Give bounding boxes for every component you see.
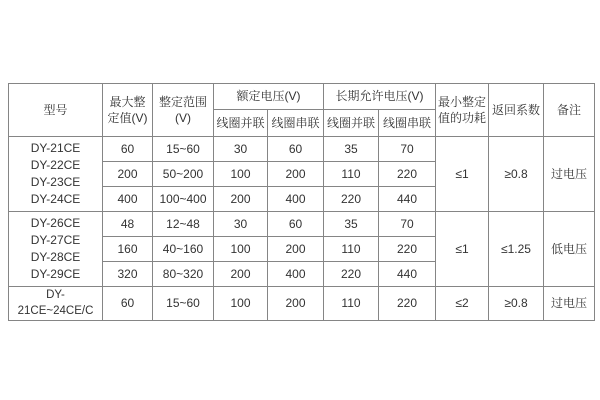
col-header-remark: 备注	[544, 84, 595, 137]
value-cell: 15~60	[153, 287, 214, 321]
value-cell: 35	[324, 137, 379, 162]
value-cell: 40~160	[153, 237, 214, 262]
value-cell: 30	[214, 212, 268, 237]
power-cell-group1: ≤1	[436, 137, 489, 212]
value-cell: 110	[324, 162, 379, 187]
value-cell: 110	[324, 287, 379, 321]
remark-cell-last: 过电压	[544, 287, 595, 321]
power-cell-last: ≤2	[436, 287, 489, 321]
model-name: DY-24CE	[30, 192, 81, 206]
col-header-max-setting: 最大整定值(V)	[103, 84, 153, 137]
value-cell: 60	[268, 137, 324, 162]
coeff-cell-group2: ≤1.25	[489, 212, 544, 287]
value-cell: 440	[379, 262, 436, 287]
model-cell-group2	[9, 212, 103, 287]
col-header-rated-voltage: 额定电压(V)	[214, 84, 324, 110]
coeff-cell-group1: ≥0.8	[489, 137, 544, 212]
value-cell: 200	[214, 262, 268, 287]
value-cell: 440	[379, 187, 436, 212]
value-cell: 30	[214, 137, 268, 162]
table-row	[9, 137, 595, 162]
model-name: DY-26CE	[30, 216, 81, 230]
value-cell: 200	[268, 162, 324, 187]
value-cell: 220	[379, 287, 436, 321]
power-cell-group2: ≤1	[436, 212, 489, 287]
col-header-long-term-voltage: 长期允许电压(V)	[324, 84, 436, 110]
col-header-return-coeff: 返回系数	[489, 84, 544, 137]
value-cell: 50~200	[153, 162, 214, 187]
subheader-coil-series-longterm: 线圈串联	[379, 110, 436, 137]
col-header-model: 型号	[9, 84, 103, 137]
value-cell: 400	[103, 187, 153, 212]
subheader-coil-parallel-rated: 线圈并联	[214, 110, 268, 137]
value-cell: 400	[268, 187, 324, 212]
model-cell-last: DY-21CE~24CE/C	[9, 287, 103, 321]
relay-spec-table	[8, 83, 595, 321]
value-cell: 60	[103, 137, 153, 162]
value-cell: 320	[103, 262, 153, 287]
model-name: DY-21CE	[30, 141, 81, 155]
value-cell: 200	[268, 287, 324, 321]
coeff-cell-last: ≥0.8	[489, 287, 544, 321]
value-cell: 35	[324, 212, 379, 237]
value-cell: 220	[379, 237, 436, 262]
value-cell: 100	[214, 237, 268, 262]
value-cell: 12~48	[153, 212, 214, 237]
value-cell: 80~320	[153, 262, 214, 287]
value-cell: 100~400	[153, 187, 214, 212]
value-cell: 60	[103, 287, 153, 321]
value-cell: 220	[379, 162, 436, 187]
value-cell: 48	[103, 212, 153, 237]
remark-cell-group2: 低电压	[544, 212, 595, 287]
value-cell: 220	[324, 262, 379, 287]
value-cell: 220	[324, 187, 379, 212]
value-cell: 15~60	[153, 137, 214, 162]
value-cell: 200	[268, 237, 324, 262]
value-cell: 400	[268, 262, 324, 287]
model-name: DY-28CE	[30, 250, 81, 264]
value-cell: 200	[103, 162, 153, 187]
model-name: DY-29CE	[30, 267, 81, 281]
remark-cell-group1: 过电压	[544, 137, 595, 212]
value-cell: 110	[324, 237, 379, 262]
model-name: DY-27CE	[30, 233, 81, 247]
subheader-coil-series-rated: 线圈串联	[268, 110, 324, 137]
col-header-min-power: 最小整定值的功耗	[436, 84, 489, 137]
table-row	[9, 287, 595, 321]
value-cell: 100	[214, 287, 268, 321]
model-name: DY-22CE	[30, 158, 81, 172]
value-cell: 70	[379, 212, 436, 237]
subheader-coil-parallel-longterm: 线圈并联	[324, 110, 379, 137]
table-row	[9, 212, 595, 237]
header-row-1	[9, 84, 595, 110]
value-cell: 160	[103, 237, 153, 262]
model-name: DY-23CE	[30, 175, 81, 189]
col-header-setting-range: 整定范围(V)	[153, 84, 214, 137]
model-cell-group1	[9, 137, 103, 212]
value-cell: 200	[214, 187, 268, 212]
value-cell: 60	[268, 212, 324, 237]
value-cell: 70	[379, 137, 436, 162]
value-cell: 100	[214, 162, 268, 187]
